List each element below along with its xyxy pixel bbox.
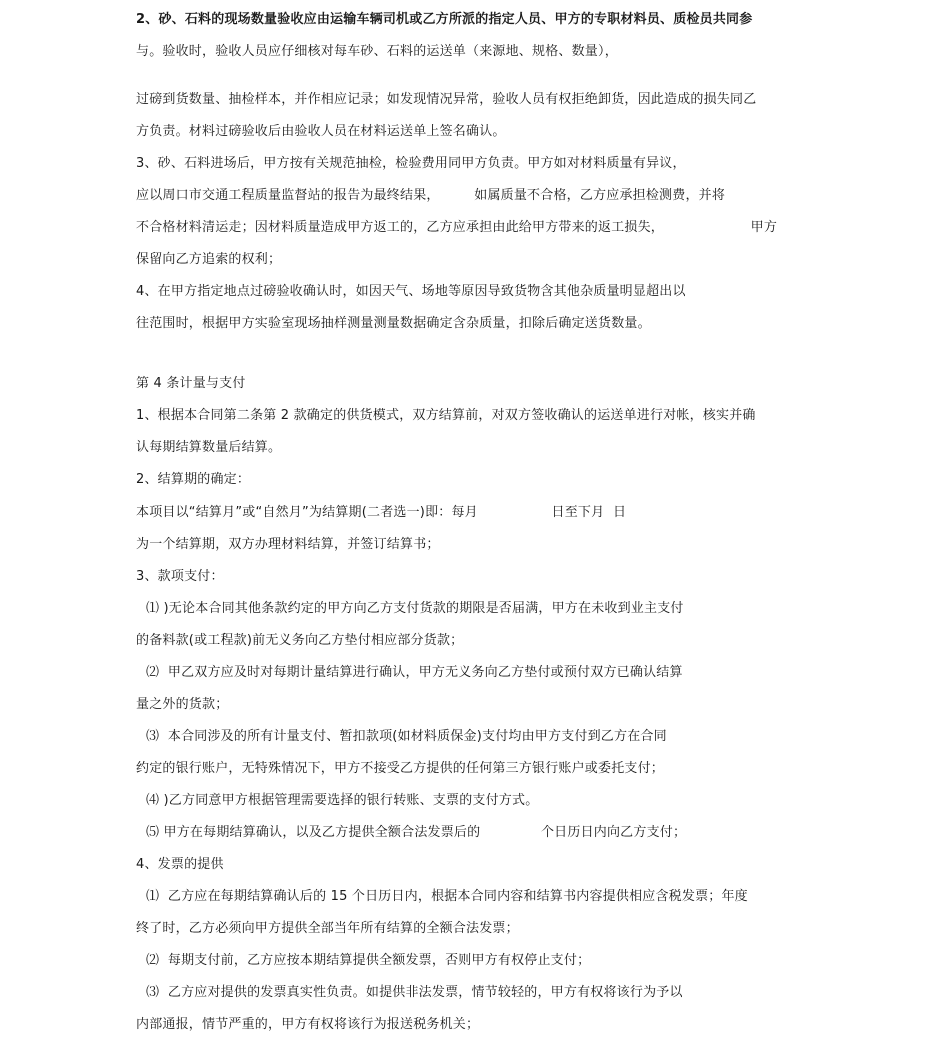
text-line: 往范围时，根据甲方实验室现场抽样测量测量数据确定含杂质量，扣除后确定送货数量。 (136, 316, 651, 331)
text-line: 本项目以“结算月”或“自然月”为结算期(二者选一)即：每月 日至下月 日 (136, 505, 627, 520)
list-item: ⑶ 本合同涉及的所有计量支付、暂扣款项(如材料质保金)支付均由甲方支付到乙方在合同 (146, 729, 667, 744)
text-line: 3、款项支付： (136, 569, 224, 584)
list-item: ⑵ 每期支付前，乙方应按本期结算提供全额发票，否则甲方有权停止支付； (146, 953, 591, 968)
list-item: ⑸ 甲方在每期结算确认，以及乙方提供全额合法发票后的 个日历日内向乙方支付； (146, 825, 687, 840)
text-line: 应以周口市交通工程质量监督站的报告为最终结果， 如属质量不合格，乙方应承担检测费，并将 (136, 188, 726, 203)
text-line: 认每期结算数量后结算。 (136, 440, 282, 455)
text-line: 不合格材料清运走；因材料质量造成甲方返工的，乙方应承担由此给甲方带来的返工损失， 甲方 (136, 220, 778, 235)
list-item: ⑶ 乙方应对提供的发票真实性负责。如提供非法发票，情节较轻的，甲方有权将该行为予以 (146, 985, 683, 1000)
text-line: 4、发票的提供 (136, 857, 224, 872)
text-line: 1、根据本合同第二条第 2 款确定的供货模式，双方结算前，对双方签收确认的运送单进行对帐，核实并确 (136, 408, 756, 423)
text-line: 2、结算期的确定： (136, 472, 251, 487)
section-heading: 第 4 条计量与支付 (136, 376, 246, 391)
text-line: 3、砂、石料进场后，甲方按有关规范抽检，检验费用同甲方负责。甲方如对材料质量有异议， (136, 156, 686, 171)
text-line: 约定的银行账户，无特殊情况下，甲方不接受乙方提供的任何第三方银行账户或委托支付； (136, 761, 665, 776)
text-line: 的备料款(或工程款)前无义务向乙方垫付相应部分货款； (136, 633, 464, 648)
text-line: 终了时，乙方必须向甲方提供全部当年所有结算的全额合法发票； (136, 921, 519, 936)
text-line: 2、砂、石料的现场数量验收应由运输车辆司机或乙方所派的指定人员、甲方的专职材料员、质检员共同参 (136, 12, 753, 27)
list-item: ⑴ 乙方应在每期结算确认后的 15 个日历日内，根据本合同内容和结算书内容提供相应含税发票；年度 (146, 889, 748, 904)
list-item: ⑴ )无论本合同其他条款约定的甲方向乙方支付货款的期限是否届满，甲方在未收到业主支付 (146, 601, 684, 616)
text-line: 4、在甲方指定地点过磅验收确认时，如因天气、场地等原因导致货物含其他杂质量明显超出以 (136, 284, 686, 299)
text-line: 方负责。材料过磅验收后由验收人员在材料运送单上签名确认。 (136, 124, 506, 139)
text-line: 保留向乙方追索的权利； (136, 252, 282, 267)
text-line: 为一个结算期，双方办理材料结算，并签订结算书； (136, 537, 440, 552)
text-line: 过磅到货数量、抽检样本，并作相应记录；如发现情况异常，验收人员有权拒绝卸货，因此造成的损失同乙 (136, 92, 757, 107)
text-line: 内部通报，情节严重的，甲方有权将该行为报送税务机关； (136, 1017, 480, 1032)
text-line: 量之外的货款； (136, 697, 229, 712)
list-item: ⑵ 甲乙双方应及时对每期计量结算进行确认，甲方无义务向乙方垫付或预付双方已确认结算 (146, 665, 683, 680)
text-line: 与。验收时，验收人员应仔细核对每车砂、石料的运送单（来源地、规格、数量）， (136, 44, 618, 59)
list-item: ⑷ )乙方同意甲方根据管理需要选择的银行转账、支票的支付方式。 (146, 793, 539, 808)
